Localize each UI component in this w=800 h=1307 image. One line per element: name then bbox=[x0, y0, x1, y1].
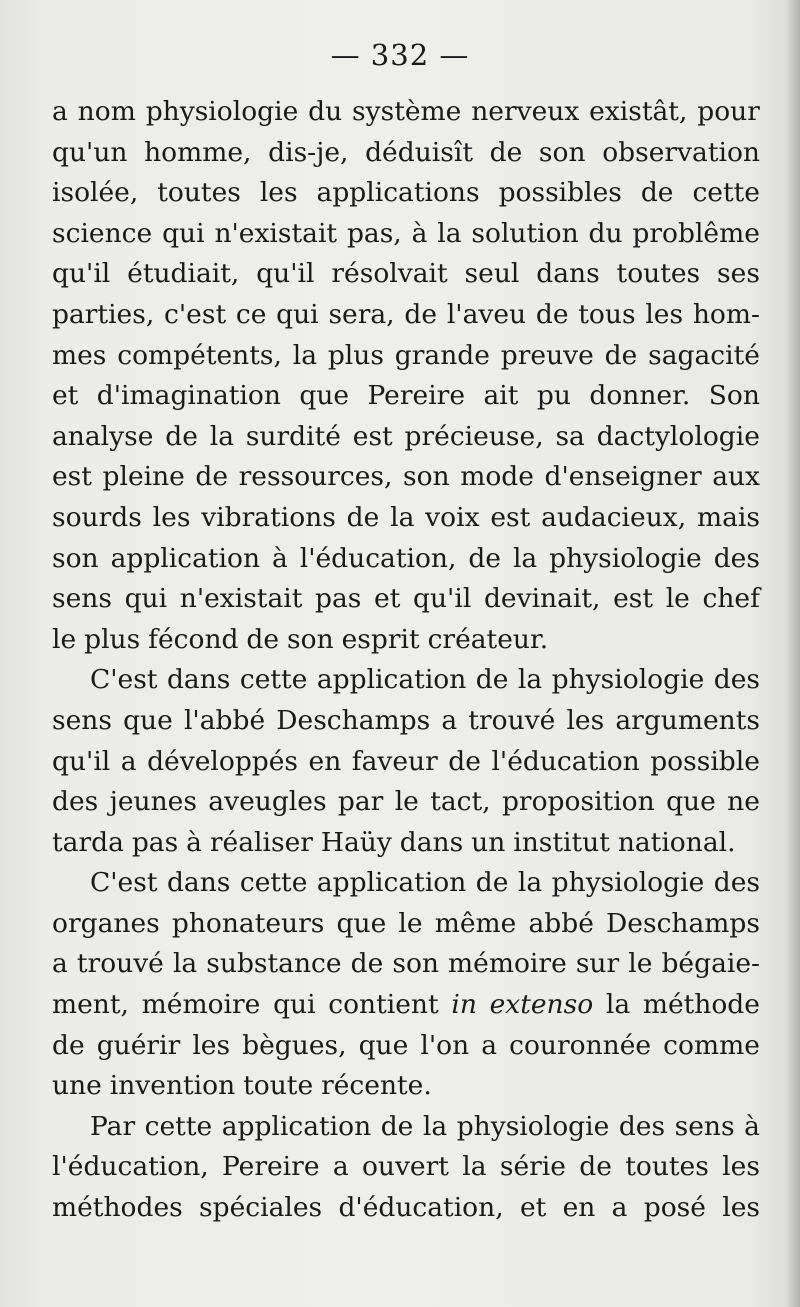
text-word: Haüy bbox=[320, 826, 392, 858]
text-word: problême bbox=[632, 217, 760, 249]
text-word: couronnée bbox=[509, 1029, 652, 1061]
text-word: C'est bbox=[90, 664, 158, 696]
text-word: l'éducation, bbox=[299, 542, 457, 574]
text-word: une bbox=[52, 1070, 102, 1102]
text-word: du bbox=[308, 96, 343, 127]
text-line bbox=[52, 742, 760, 783]
text-word: récente. bbox=[321, 1070, 432, 1102]
text-word: pleine bbox=[102, 461, 185, 493]
text-word: trouvé bbox=[76, 948, 164, 980]
text-word: physiologie bbox=[549, 542, 702, 574]
text-word: sens bbox=[52, 704, 112, 736]
text-word: pas, bbox=[346, 217, 402, 249]
text-word: de bbox=[380, 1110, 414, 1142]
text-word: même bbox=[434, 907, 517, 939]
text-word: le bbox=[628, 948, 653, 980]
text-word: les bbox=[152, 501, 191, 533]
text-word: spéciales bbox=[199, 1192, 323, 1224]
text-word: un bbox=[471, 826, 506, 858]
text-word: à bbox=[271, 542, 288, 574]
text-word: la bbox=[390, 501, 415, 533]
text-word: Par bbox=[90, 1110, 136, 1142]
text-word: série bbox=[499, 1151, 566, 1183]
text-word: mode bbox=[460, 461, 534, 493]
text-word: les bbox=[192, 1029, 231, 1061]
text-word: pas bbox=[315, 583, 362, 615]
text-word: surdité bbox=[245, 420, 341, 452]
text-line bbox=[52, 620, 760, 661]
body-text bbox=[52, 92, 760, 1229]
text-word: hom- bbox=[692, 298, 760, 330]
text-word: ce bbox=[235, 298, 267, 330]
text-word: que bbox=[358, 1029, 409, 1061]
text-word: par bbox=[337, 786, 384, 818]
text-word: la bbox=[517, 664, 543, 696]
text-line bbox=[52, 295, 760, 336]
text-line bbox=[52, 1107, 760, 1148]
text-word: a bbox=[52, 96, 68, 127]
text-word: invention bbox=[109, 1070, 236, 1102]
text-word: l'éducation, bbox=[52, 1151, 209, 1183]
text-word: réaliser bbox=[209, 826, 313, 858]
text-word: grande bbox=[394, 339, 490, 371]
text-word: toutes bbox=[157, 177, 241, 209]
text-word: aux bbox=[712, 461, 760, 493]
text-line bbox=[52, 254, 760, 295]
text-line bbox=[52, 944, 760, 985]
text-line bbox=[52, 457, 760, 498]
text-word: résolvait bbox=[331, 258, 448, 290]
text-word: l'abbé bbox=[183, 704, 266, 736]
text-line bbox=[52, 985, 760, 1026]
text-word: institut bbox=[513, 826, 610, 858]
text-word: mais bbox=[696, 501, 760, 533]
text-word: et bbox=[519, 1192, 547, 1224]
text-word: physiologie bbox=[551, 867, 705, 899]
text-word: Pereire bbox=[222, 1151, 320, 1183]
text-word: national. bbox=[617, 826, 736, 858]
text-word: dans bbox=[166, 664, 231, 696]
text-word: contient bbox=[328, 989, 439, 1021]
text-word: qu'il bbox=[256, 258, 315, 290]
text-word: toute bbox=[243, 1070, 314, 1102]
text-line bbox=[52, 1026, 760, 1067]
text-word: de bbox=[579, 1151, 612, 1183]
text-word: de bbox=[475, 867, 509, 899]
text-word: de bbox=[640, 177, 674, 209]
text-word: audacieux, bbox=[541, 501, 687, 533]
text-word: organes bbox=[52, 907, 160, 939]
text-word: les bbox=[722, 1151, 760, 1183]
text-word: compétents, bbox=[117, 339, 282, 371]
text-word: analyse bbox=[52, 420, 154, 452]
text-word: Pereire bbox=[367, 380, 466, 412]
text-word: guérir bbox=[96, 1029, 181, 1061]
text-word: de bbox=[165, 420, 198, 452]
text-word: dans bbox=[536, 258, 600, 290]
text-word: sens bbox=[52, 583, 112, 615]
text-word: phonateurs bbox=[171, 907, 325, 939]
text-word: sera, bbox=[328, 298, 395, 330]
text-word: le bbox=[394, 786, 419, 818]
text-word: qui bbox=[273, 989, 316, 1021]
text-line bbox=[52, 173, 760, 214]
text-word: des bbox=[713, 664, 760, 696]
text-word: les bbox=[566, 704, 605, 736]
text-word: de bbox=[475, 664, 509, 696]
text-word: qu'un bbox=[52, 136, 128, 168]
text-word: le bbox=[52, 623, 77, 655]
text-word: méthodes bbox=[52, 1192, 183, 1224]
text-word: aveugles bbox=[208, 786, 327, 818]
text-word: sur bbox=[575, 948, 620, 980]
text-word: la bbox=[605, 989, 631, 1021]
text-word: fécond bbox=[148, 623, 239, 655]
text-word: solution bbox=[471, 217, 579, 249]
text-word: pas bbox=[131, 826, 179, 858]
text-word: son bbox=[538, 136, 586, 168]
text-word: du bbox=[588, 217, 623, 249]
text-word: le bbox=[398, 907, 423, 939]
text-word: sens bbox=[674, 1110, 735, 1142]
text-word: isolée, bbox=[52, 177, 139, 209]
text-word: son bbox=[52, 542, 99, 574]
text-word: abbé bbox=[528, 907, 594, 939]
text-word: les bbox=[645, 298, 684, 330]
text-word: l'éducation bbox=[491, 745, 640, 777]
text-word: est bbox=[52, 461, 92, 493]
text-word: tous bbox=[578, 298, 636, 330]
text-word: plus bbox=[327, 339, 384, 371]
text-word: en bbox=[562, 1192, 596, 1224]
text-word: possibles bbox=[498, 177, 622, 209]
text-word: a bbox=[52, 948, 68, 980]
text-line bbox=[52, 904, 760, 945]
text-word: in bbox=[451, 989, 477, 1021]
text-line bbox=[52, 376, 760, 417]
text-word: faveur bbox=[351, 745, 438, 777]
text-word: étudiait, bbox=[127, 258, 240, 290]
text-word: sourds bbox=[52, 501, 142, 533]
text-word: à bbox=[411, 217, 428, 249]
text-word: proposition bbox=[501, 786, 655, 818]
text-word: qui bbox=[124, 583, 168, 615]
text-word: tact, bbox=[430, 786, 491, 818]
text-line bbox=[52, 660, 760, 701]
text-word: ait bbox=[483, 380, 519, 412]
text-word: de bbox=[246, 623, 280, 655]
text-word: son bbox=[287, 623, 334, 655]
text-word: c'est bbox=[164, 298, 227, 330]
text-word: science bbox=[52, 217, 153, 249]
text-word: seul bbox=[464, 258, 520, 290]
text-word: qu'il bbox=[52, 258, 111, 290]
text-word: dactylologie bbox=[596, 420, 760, 452]
text-word: la bbox=[292, 339, 318, 371]
text-word: la bbox=[209, 420, 234, 452]
text-line bbox=[52, 579, 760, 620]
text-word: possible bbox=[650, 745, 760, 777]
text-word: cette bbox=[692, 177, 760, 209]
text-line bbox=[52, 1147, 760, 1188]
text-word: nom bbox=[77, 96, 136, 127]
text-line bbox=[52, 823, 760, 864]
text-word: et bbox=[374, 583, 401, 615]
text-word: que bbox=[336, 907, 387, 939]
text-line bbox=[52, 133, 760, 174]
text-word: ne bbox=[727, 786, 760, 818]
text-word: vibrations bbox=[201, 501, 336, 533]
text-word: que bbox=[666, 786, 716, 818]
text-word: qu'il bbox=[52, 745, 111, 777]
text-word: sa bbox=[555, 420, 585, 452]
text-word: parties, bbox=[52, 298, 155, 330]
text-word: homme, bbox=[144, 136, 252, 168]
text-word: ressources, bbox=[238, 461, 393, 493]
text-word: comme bbox=[663, 1029, 760, 1061]
text-word: Son bbox=[708, 380, 760, 412]
text-word: toutes bbox=[616, 258, 701, 290]
text-word: est bbox=[490, 501, 531, 533]
text-word: des bbox=[618, 1110, 666, 1142]
text-line bbox=[52, 498, 760, 539]
text-word: la bbox=[437, 217, 462, 249]
text-line bbox=[52, 214, 760, 255]
text-word: C'est bbox=[90, 867, 158, 899]
text-word: son bbox=[403, 461, 450, 493]
text-word: a bbox=[120, 745, 137, 777]
text-word: dans bbox=[166, 867, 231, 899]
text-line bbox=[52, 863, 760, 904]
text-word: existât, bbox=[589, 96, 688, 127]
text-word: d'imagination bbox=[96, 380, 281, 412]
text-word: observation bbox=[602, 136, 760, 168]
text-word: et bbox=[52, 380, 79, 412]
text-word: n'existait bbox=[179, 583, 303, 615]
text-word: l'on bbox=[420, 1029, 470, 1061]
text-word: de bbox=[350, 948, 384, 980]
text-word: a bbox=[611, 1192, 628, 1224]
text-word: a bbox=[481, 1029, 498, 1061]
text-word: ment, bbox=[52, 989, 129, 1021]
text-word: la bbox=[462, 1151, 487, 1183]
text-word: bègues, bbox=[242, 1029, 347, 1061]
text-line bbox=[52, 782, 760, 823]
text-word: posé bbox=[643, 1192, 706, 1224]
text-word: qu'il bbox=[413, 583, 472, 615]
text-word: application bbox=[316, 664, 467, 696]
text-word: plus bbox=[84, 623, 141, 655]
text-word: en bbox=[308, 745, 342, 777]
text-word: des bbox=[713, 542, 760, 574]
text-word: créateur. bbox=[427, 623, 549, 655]
text-word: Deschamps bbox=[606, 907, 760, 939]
text-word: dans bbox=[399, 826, 464, 858]
text-word: de bbox=[346, 501, 380, 533]
text-line bbox=[52, 336, 760, 377]
text-word: physiologie bbox=[456, 1110, 610, 1142]
text-word: l'aveu bbox=[446, 298, 527, 330]
text-word: mémoire bbox=[141, 989, 261, 1021]
text-word: esprit bbox=[341, 623, 420, 655]
text-word: que bbox=[123, 704, 173, 736]
page-gutter-shadow bbox=[786, 0, 800, 1307]
page-number-header: — 332 — bbox=[330, 38, 470, 72]
text-word: pu bbox=[536, 380, 571, 412]
text-word: toutes bbox=[625, 1151, 709, 1183]
text-word: substance bbox=[206, 948, 342, 980]
text-word: méthode bbox=[642, 989, 760, 1021]
text-word: la bbox=[517, 867, 543, 899]
text-word: devinait, bbox=[483, 583, 601, 615]
text-line bbox=[52, 1188, 760, 1229]
text-word: la bbox=[512, 542, 538, 574]
text-word: n'existait bbox=[214, 217, 338, 249]
text-word: système bbox=[352, 96, 462, 127]
text-word: la bbox=[172, 948, 198, 980]
text-word: jeunes bbox=[109, 786, 197, 818]
text-word: de bbox=[52, 1029, 85, 1061]
text-word: de bbox=[404, 298, 438, 330]
text-word: d'éducation, bbox=[338, 1192, 504, 1224]
text-line bbox=[52, 1066, 760, 1107]
text-word: cette bbox=[144, 1110, 213, 1142]
text-word: déduisît bbox=[365, 136, 473, 168]
text-word: de bbox=[448, 745, 481, 777]
text-word: applications bbox=[316, 177, 480, 209]
text-word: des bbox=[713, 867, 760, 899]
text-word: bégaie- bbox=[661, 948, 760, 980]
text-word: de bbox=[468, 542, 501, 574]
text-word: que bbox=[299, 380, 350, 412]
text-word: tarda bbox=[52, 826, 124, 858]
text-word: Deschamps bbox=[276, 704, 431, 736]
text-word: sagacité bbox=[648, 339, 760, 371]
text-word: arguments bbox=[615, 704, 760, 736]
text-word: voix bbox=[425, 501, 480, 533]
text-word: dis-je, bbox=[268, 136, 349, 168]
text-word: d'enseigner bbox=[544, 461, 702, 493]
text-word: est bbox=[613, 583, 654, 615]
text-word: est bbox=[352, 420, 393, 452]
text-word: a bbox=[441, 704, 458, 736]
text-word: application bbox=[221, 1110, 372, 1142]
text-word: les bbox=[259, 177, 298, 209]
text-word: la bbox=[422, 1110, 448, 1142]
text-word: les bbox=[722, 1192, 760, 1224]
text-word: a bbox=[332, 1151, 349, 1183]
text-line bbox=[52, 701, 760, 742]
text-word: ouvert bbox=[361, 1151, 449, 1183]
text-word: physiologie bbox=[145, 96, 299, 127]
text-word: à bbox=[744, 1110, 760, 1142]
text-word: mes bbox=[52, 339, 107, 371]
text-word: application bbox=[316, 867, 467, 899]
text-line bbox=[52, 417, 760, 458]
text-word: de bbox=[604, 339, 638, 371]
text-word: de bbox=[195, 461, 229, 493]
text-word: pour bbox=[697, 96, 760, 127]
text-line bbox=[52, 92, 760, 133]
text-word: à bbox=[186, 826, 202, 858]
text-word: mémoire bbox=[448, 948, 567, 980]
text-word: qui bbox=[162, 217, 205, 249]
text-word: extenso bbox=[489, 989, 594, 1021]
text-word: ses bbox=[717, 258, 760, 290]
text-word: trouvé bbox=[468, 704, 556, 736]
text-word: des bbox=[52, 786, 99, 818]
text-line bbox=[52, 539, 760, 580]
text-word: le bbox=[665, 583, 690, 615]
text-word: de bbox=[489, 136, 523, 168]
text-word: chef bbox=[702, 583, 760, 615]
text-word: développés bbox=[147, 745, 299, 777]
text-word: application bbox=[110, 542, 261, 574]
text-word: physiologie bbox=[551, 664, 705, 696]
text-word: de bbox=[535, 298, 569, 330]
text-word: son bbox=[392, 948, 439, 980]
text-word: cette bbox=[239, 664, 308, 696]
text-word: donner. bbox=[589, 380, 691, 412]
text-word: qui bbox=[276, 298, 319, 330]
text-word: cette bbox=[239, 867, 308, 899]
text-word: précieuse, bbox=[404, 420, 544, 452]
text-word: nerveux bbox=[471, 96, 580, 127]
text-word: preuve bbox=[500, 339, 594, 371]
